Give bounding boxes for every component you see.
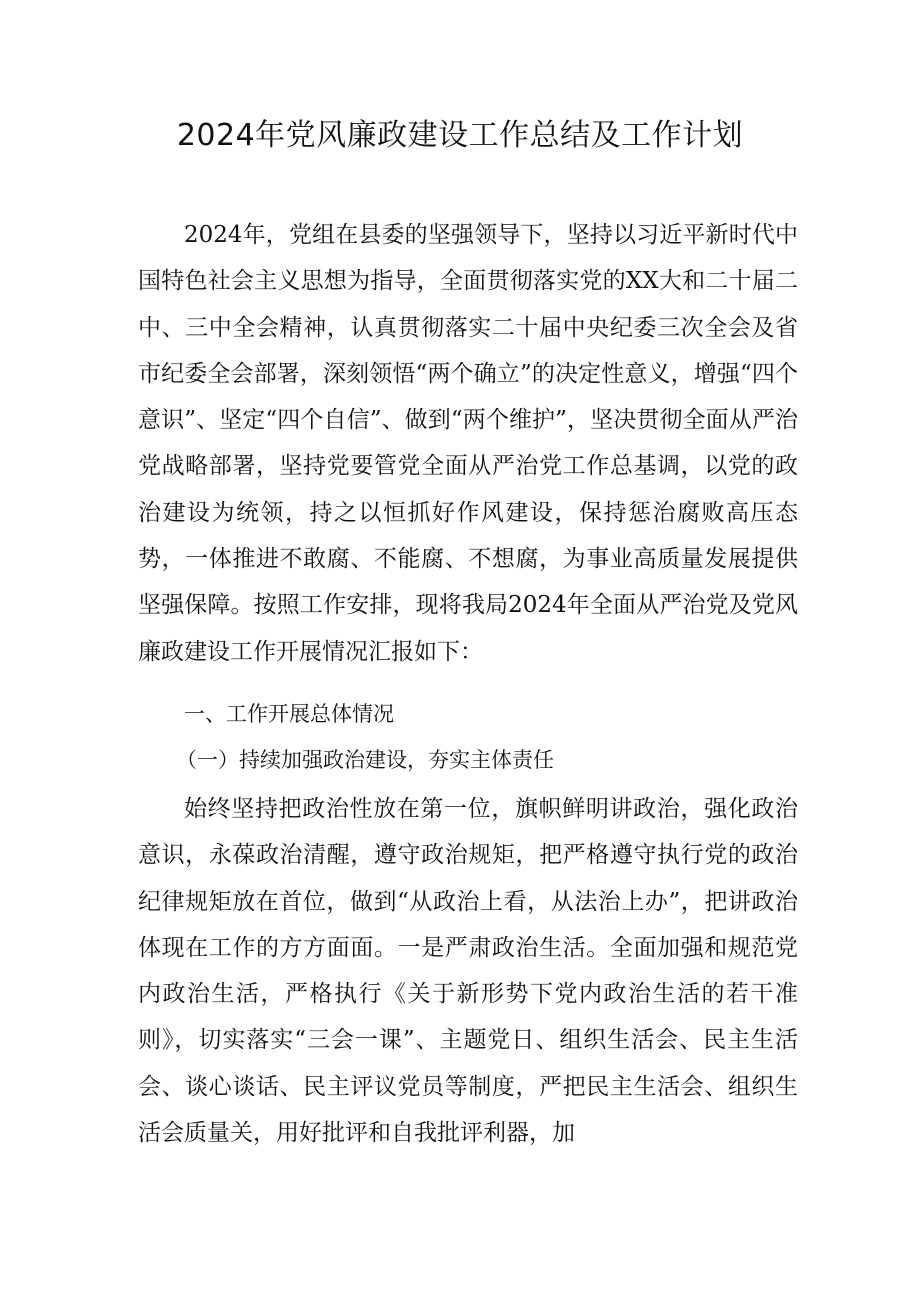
- body-paragraph: 始终坚持把政治性放在第一位，旗帜鲜明讲政治，强化政治意识，永葆政治清醒，遵守政治规矩，把严格遵守执行党的政治纪律规矩放在首位，做到“从政治上看，从法治上办”，把讲政治体现在工作的方方面面。一是严肃政治生活。全面加强和规范党内政治生活，严格执行《关于新形势下党内政治生活的若干准则》，切实落实“三会一课”、主题党日、组织生活会、民主生活会、谈心谈话、民主评议党员等制度，严把民主生活会、组织生活会质量关，用好批评和自我批评利器，加: [138, 796, 798, 1147]
- section-heading: 一、工作开展总体情况: [184, 702, 394, 726]
- intro-paragraph: 2024年，党组在县委的坚强领导下，坚持以习近平新时代中国特色社会主义思想为指导，全面贯彻落实党的XX大和二十届二中、三中全会精神，认真贯彻落实二十届中央纪委三次全会及省市纪委全会部署，深刻领悟“两个确立”的决定性意义，增强“四个意识”、坚定“四个自信”、做到“两个维护”，坚决贯彻全面从严治党战略部署，坚持党要管党全面从严治党工作总基调，以党的政治建设为统领，持之以恒抓好作风建设，保持惩治腐败高压态势，一体推进不敢腐、不能腐、不想腐，为事业高质量发展提供坚强保障。按照工作安排，现将我局2024年全面从严治党及党风廉政建设工作开展情况汇报如下：: [138, 222, 798, 665]
- document-title: 2024年党风廉政建设工作总结及工作计划: [176, 118, 744, 153]
- subsection-heading: （一）持续加强政治建设，夯实主体责任: [176, 748, 554, 772]
